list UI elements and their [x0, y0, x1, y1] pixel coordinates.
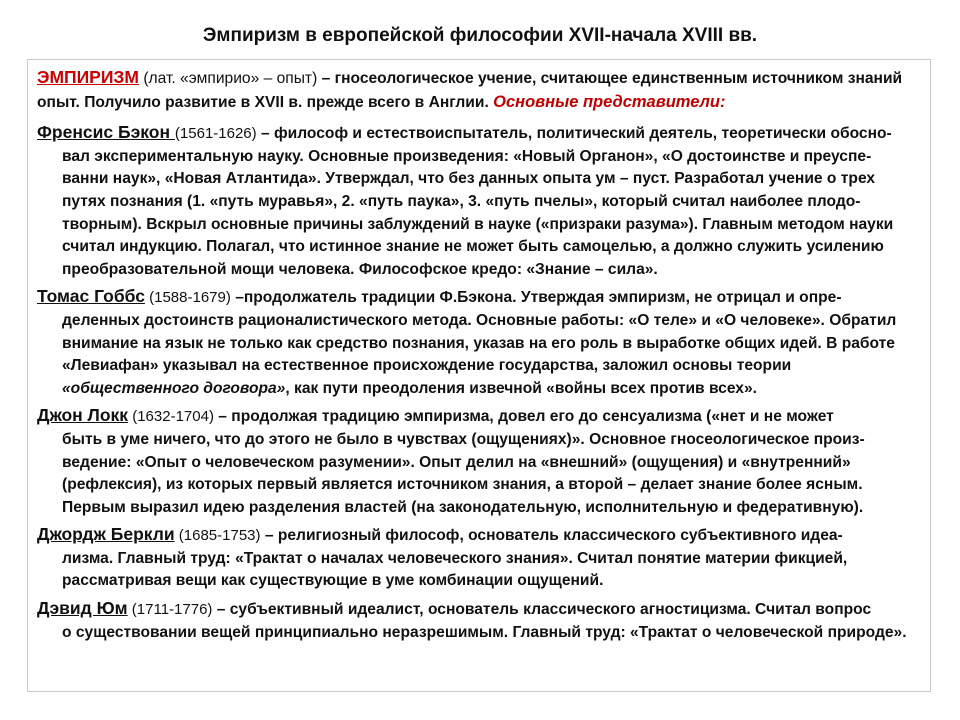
berkeley-text: лизма. Главный труд: «Трактат о началах человеческого знания». Считал понятие материи фикцией, рассматривая вещи как существующие в уме комбинации ощущений.: [62, 549, 848, 590]
term-empiricism: ЭМПИРИЗМ: [37, 67, 139, 87]
term-etymology: (лат. «эмпирио» – опыт): [143, 70, 318, 87]
hobbes-paragraph: [37, 285, 916, 400]
bacon-text: вал экспериментальную науку. Основные произведения: «Новый Органон», «О достоинстве и преуспе-ванни наук», «Новая Атлантида». Утверждал, что без данных опыта ум – пуст. Разработал учение о трех путях познания (1. «путь муравья», 2. «путь паука», 3. «путь пчелы», который считал наиболее плодо-творным). Вскрыл основные причины заблуждений в науке («призраки разума»). Главным методом науки считал индукцию. Полагал, что истинное знание не может быть самоцелью, а должно служить усилению преобразовательной мощи человека. Философское кредо: «Знание – сила».: [62, 147, 894, 278]
locke-text: быть в уме ничего, что до этого не было в чувствах (ощущениях)». Основное гносеологическое произ-ведение: «Опыт о человеческом разумении». Опыт делил на «внешний» (ощущения) и «внутренний» (рефлексия), из которых первый является источником знания, а второй – делает знание более ясным. Первым выразил идею разделения властей (на законодательную, исполнительную и федеративную).: [62, 430, 865, 516]
representatives-heading: Основные представители:: [493, 92, 726, 111]
locke-name: Джон Локк: [37, 405, 129, 426]
intro-paragraph: [37, 66, 916, 114]
hobbes-text-em: «общественного договора»: [62, 379, 286, 397]
bacon-name: Френсис Бэкон: [37, 122, 175, 143]
hume-years: (1711-1776): [127, 601, 213, 619]
locke-years: (1632-1704): [128, 408, 214, 426]
hobbes-line1: –продолжатель традиции Ф.Бэкона. Утверждая эмпиризм, не отрицал и опре-: [230, 289, 842, 307]
bacon-paragraph: [37, 121, 916, 281]
berkeley-name: Джордж Беркли: [37, 524, 175, 545]
hume-text: о существовании вещей принципиально неразрешимым. Главный труд: «Трактат о человеческой природе».: [62, 623, 907, 641]
page-title: Эмпиризм в европейской философии XVII-начала XVIII вв.: [202, 25, 758, 46]
content-box: [27, 59, 931, 692]
hume-paragraph: [37, 597, 916, 644]
berkeley-paragraph: [37, 523, 916, 593]
hobbes-text-a: деленных достоинств рационалистического метода. Основные работы: «О теле» и «О человеке». Обратил внимание на язык не только как средство познания, указав на его роль в выработке общих идей. В работе «Левиафан» указывал на естественное происхождение государства, заложил основы теории: [62, 311, 897, 375]
hobbes-years: (1588-1679): [144, 289, 231, 307]
berkeley-years: (1685-1753): [174, 527, 261, 545]
locke-line1: – продолжая традицию эмпиризма, довел его до сенсуализма («нет и не может: [213, 408, 834, 426]
hobbes-text: [37, 310, 916, 400]
bacon-years: (1561-1626): [174, 125, 257, 143]
hobbes-name: Томас Гоббс: [37, 286, 145, 307]
hume-name: Дэвид Юм: [37, 598, 128, 619]
locke-paragraph: [37, 404, 916, 519]
intro-text: – гносеологическое учение, считающее единственным источником знаний опыт. Получило развитие в XVII в. прежде всего в Англии.: [37, 70, 903, 111]
berkeley-line1: – религиозный философ, основатель классического субъективного идеа-: [260, 527, 843, 545]
hume-line1: – субъективный идеалист, основатель классического агностицизма. Считал вопрос: [212, 601, 872, 619]
hobbes-text-b: , как пути преодоления извечной «войны всех против всех».: [285, 379, 757, 397]
bacon-line1: – философ и естествоиспытатель, политический деятель, теоретически обосно-: [256, 125, 892, 143]
